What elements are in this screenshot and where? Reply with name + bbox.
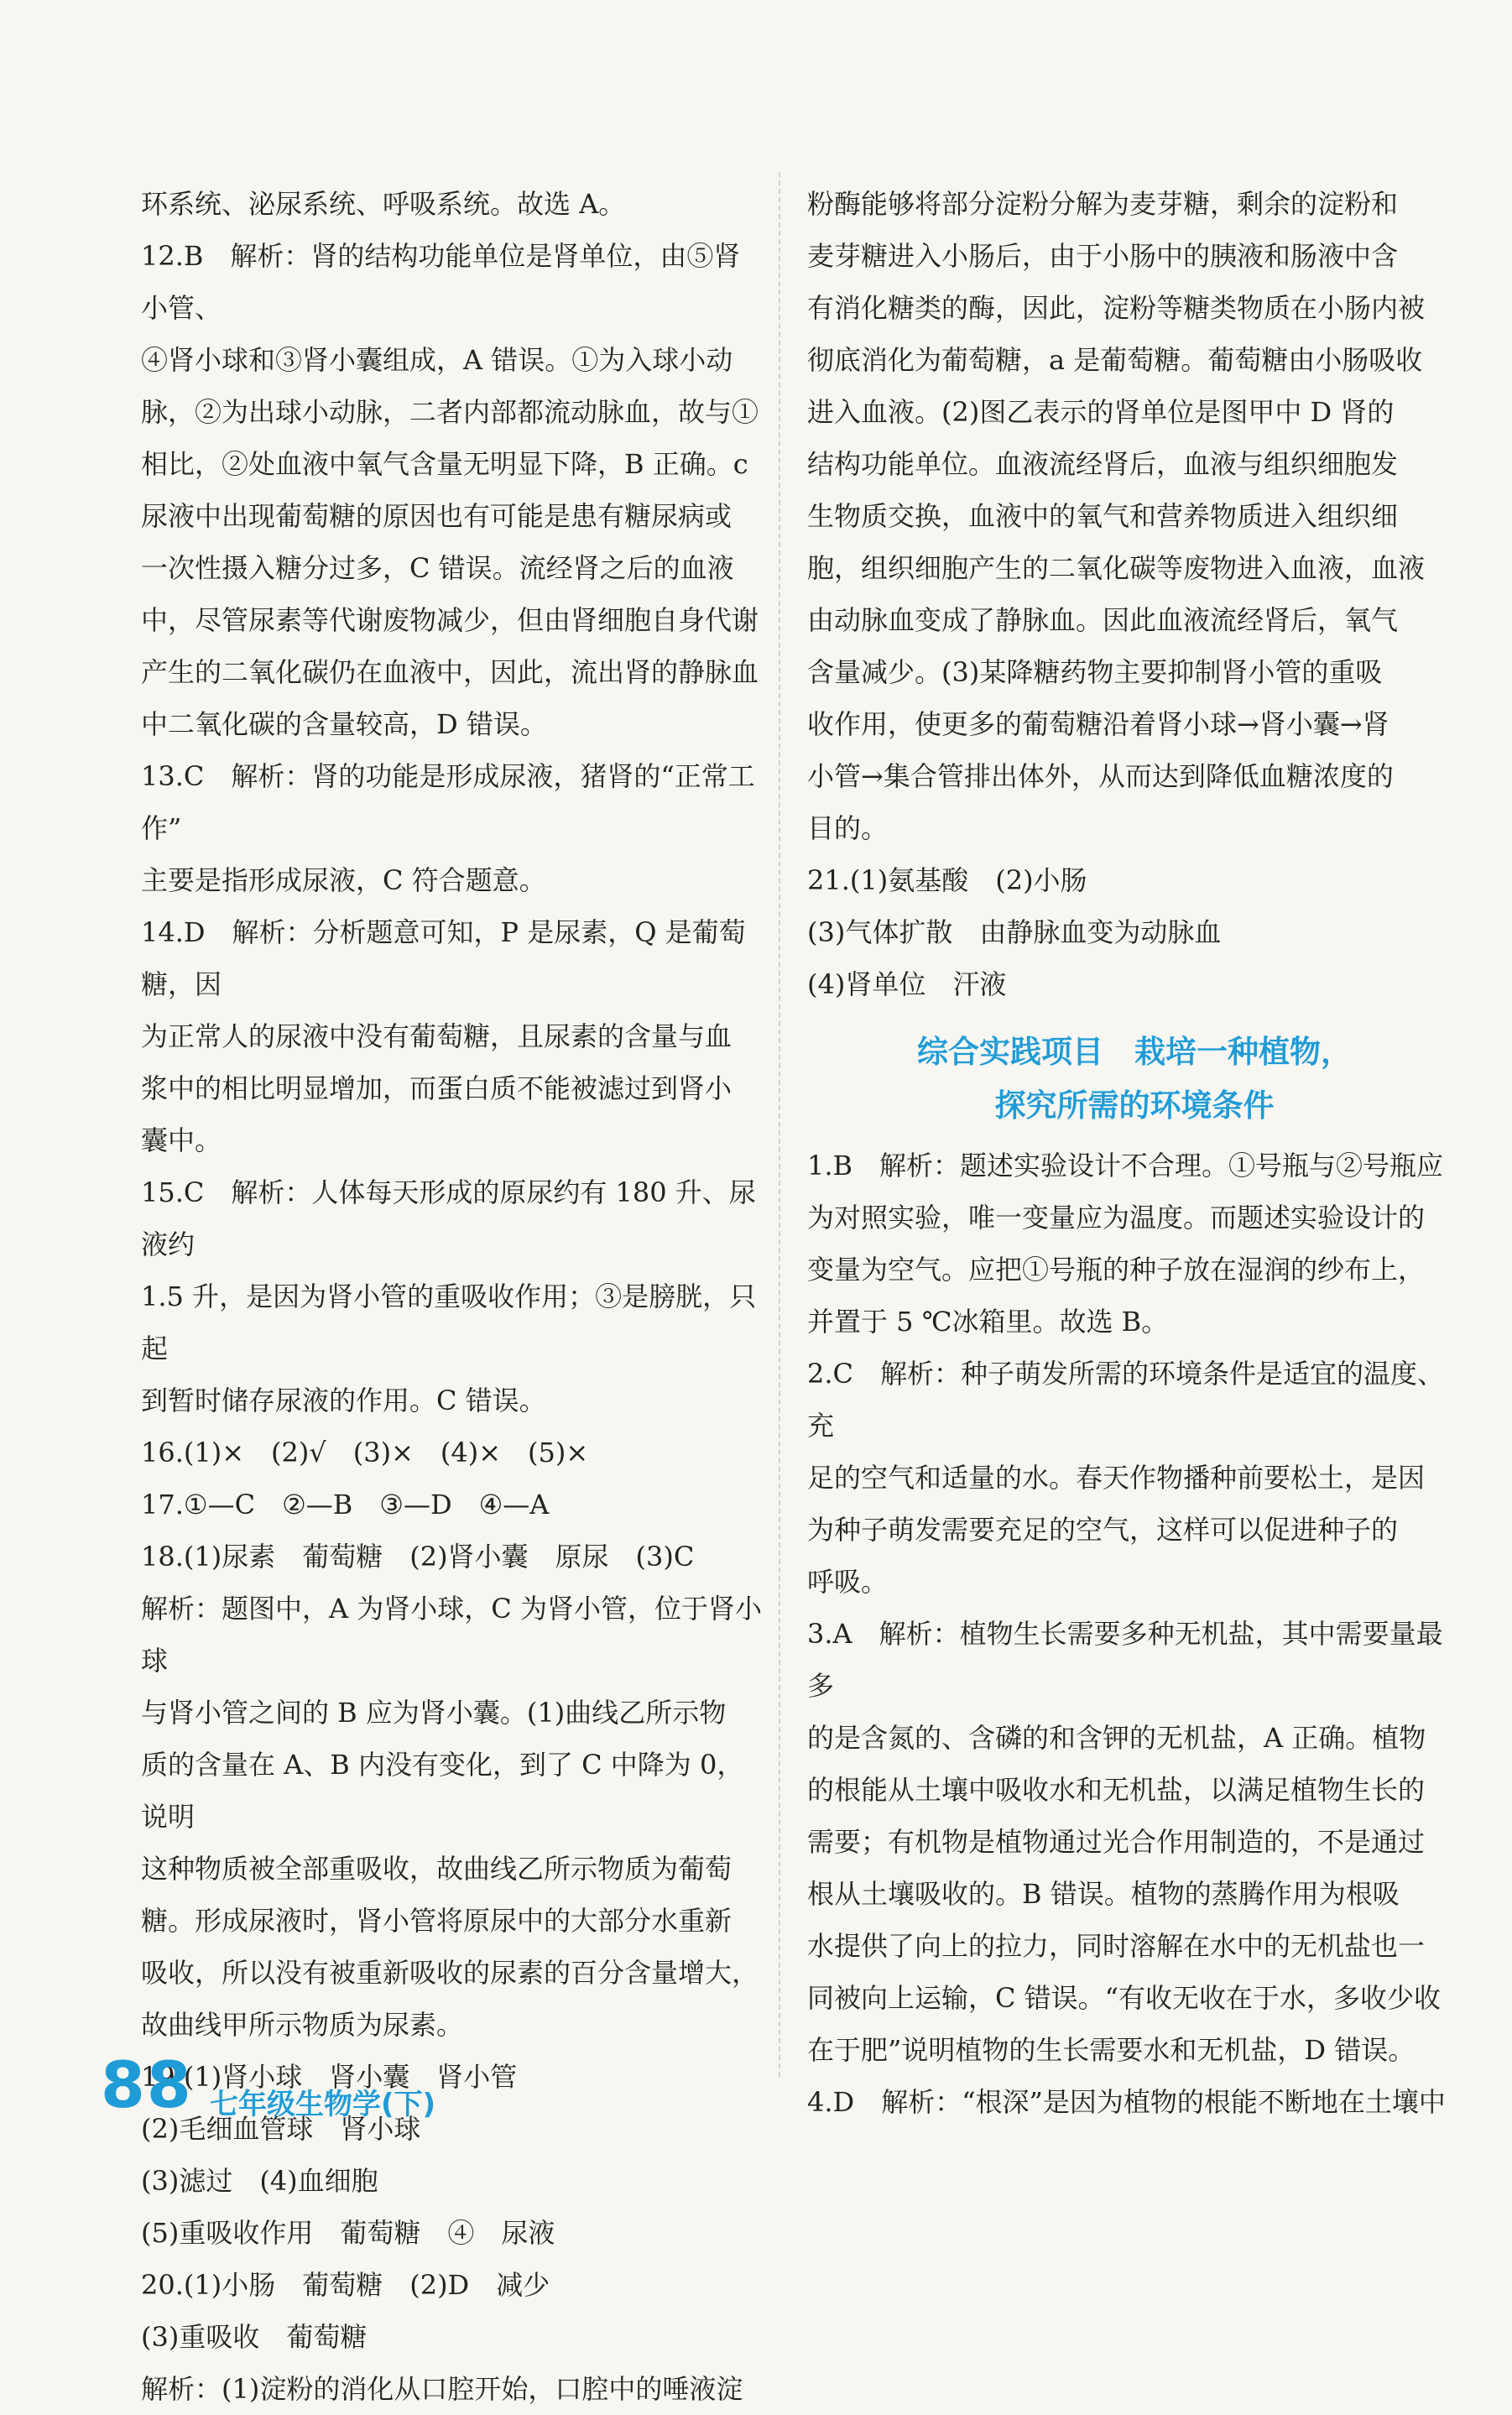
line: 糖。形成尿液时，肾小管将原尿中的大部分水重新 xyxy=(141,1905,733,1937)
line: 解析：(1)淀粉的消化从口腔开始，口腔中的唾液淀 xyxy=(141,2373,743,2405)
line: 的根能从土壤中吸收水和无机盐，以满足植物生长的 xyxy=(807,1774,1426,1806)
line: 19.(1)肾小球 肾小囊 肾小管 xyxy=(141,2061,518,2093)
line: 变量为空气。应把①号瓶的种子放在湿润的纱布上， xyxy=(807,1254,1426,1286)
line: 产生的二氧化碳仍在血液中，因此，流出肾的静脉血 xyxy=(141,656,759,688)
line: 2.C 解析：种子萌发所需的环境条件是适宜的温度、充 xyxy=(807,1358,1445,1442)
line: 并置于 5 ℃冰箱里。故选 B。 xyxy=(807,1306,1169,1338)
line: (3)气体扩散 由静脉血变为动脉血 xyxy=(807,916,1222,948)
line: 1.5 升，是因为肾小管的重吸收作用；③是膀胱，只起 xyxy=(141,1281,757,1364)
line: 生物质交换，血液中的氧气和营养物质进入组织细 xyxy=(807,500,1399,532)
line: 中，尽管尿素等代谢废物减少，但由肾细胞自身代谢 xyxy=(141,604,759,636)
column-divider xyxy=(779,172,780,2077)
line: 含量减少。(3)某降糖药物主要抑制肾小管的重吸 xyxy=(807,656,1383,688)
line: 进入血液。(2)图乙表示的肾单位是图甲中 D 肾的 xyxy=(807,396,1395,428)
line: 解析：题图中，A 为肾小球，C 为肾小管，位于肾小球 xyxy=(141,1593,762,1677)
line: 质的含量在 A、B 内没有变化，到了 C 中降为 0，说明 xyxy=(141,1749,744,1833)
section-title xyxy=(807,1025,1462,1133)
line: 4.D 解析：“根深”是因为植物的根能不断地在土壤中 xyxy=(807,2086,1446,2118)
line: 同被向上运输，C 错误。“有收无收在于水，多收少收 xyxy=(807,1982,1442,2014)
line: 与肾小管之间的 B 应为肾小囊。(1)曲线乙所示物 xyxy=(141,1697,727,1729)
line: 胞，组织细胞产生的二氧化碳等废物进入血液，血液 xyxy=(807,552,1426,584)
line: 16.(1)× (2)√ (3)× (4)× (5)× xyxy=(141,1437,589,1468)
line: 主要是指形成尿液，C 符合题意。 xyxy=(141,864,546,896)
line: 环系统、泌尿系统、呼吸系统。故选 A。 xyxy=(141,188,626,220)
line: 14.D 解析：分析题意可知，P 是尿素，Q 是葡萄糖，因 xyxy=(141,916,746,1000)
line: 这种物质被全部重吸收，故曲线乙所示物质为葡萄 xyxy=(141,1853,733,1885)
line: 囊中。 xyxy=(141,1124,222,1156)
line: 有消化糖类的酶，因此，淀粉等糖类物质在小肠内被 xyxy=(807,292,1426,324)
line: 到暂时储存尿液的作用。C 错误。 xyxy=(141,1385,546,1416)
line: 在于肥”说明植物的生长需要水和无机盐，D 错误。 xyxy=(807,2034,1416,2066)
line: 由动脉血变成了静脉血。因此血液流经肾后，氧气 xyxy=(807,604,1399,636)
line: 麦芽糖进入小肠后，由于小肠中的胰液和肠液中含 xyxy=(807,240,1399,272)
line: 21.(1)氨基酸 (2)小肠 xyxy=(807,864,1087,896)
line: 的是含氮的、含磷的和含钾的无机盐，A 正确。植物 xyxy=(807,1722,1426,1754)
line: 根从土壤吸收的。B 错误。植物的蒸腾作用为根吸 xyxy=(807,1878,1400,1910)
line: 粉酶能够将部分淀粉分解为麦芽糖，剩余的淀粉和 xyxy=(807,188,1399,220)
line: 目的。 xyxy=(807,812,889,844)
line: (5)重吸收作用 葡萄糖 ④ 尿液 xyxy=(141,2217,555,2249)
book-title: 七年级生物学(下) xyxy=(210,2088,436,2121)
line: 水提供了向上的拉力，同时溶解在水中的无机盐也一 xyxy=(807,1930,1426,1962)
left-column xyxy=(141,178,762,2415)
section-title-line-1: 综合实践项目 栽培一种植物， xyxy=(917,1034,1352,1070)
line: (3)重吸收 葡萄糖 xyxy=(141,2321,368,2353)
line: 15.C 解析：人体每天形成的原尿约有 180 升、尿液约 xyxy=(141,1176,756,1260)
line: ④肾小球和③肾小囊组成，A 错误。①为入球小动 xyxy=(141,344,733,376)
section-title-line-2: 探究所需的环境条件 xyxy=(994,1088,1275,1124)
line: (4)肾单位 汗液 xyxy=(807,968,1007,1000)
line: 脉，②为出球小动脉，二者内部都流动脉血，故与① xyxy=(141,396,759,428)
line: 相比，②处血液中氧气含量无明显下降，B 正确。c xyxy=(141,448,748,480)
line: 一次性摄入糖分过多，C 错误。流经肾之后的血液 xyxy=(141,552,734,584)
line: 小管→集合管排出体外，从而达到降低血糖浓度的 xyxy=(807,760,1394,792)
line: 为对照实验，唯一变量应为温度。而题述实验设计的 xyxy=(807,1202,1426,1234)
line: 结构功能单位。血液流经肾后，血液与组织细胞发 xyxy=(807,448,1399,480)
right-column xyxy=(807,178,1462,2128)
line: 彻底消化为葡萄糖，a 是葡萄糖。葡萄糖由小肠吸收 xyxy=(807,344,1423,376)
line: 为种子萌发需要充足的空气，这样可以促进种子的 xyxy=(807,1514,1399,1546)
line: 17.①—C ②—B ③—D ④—A xyxy=(141,1489,550,1520)
line: 13.C 解析：肾的功能是形成尿液，猪肾的“正常工作” xyxy=(141,760,755,844)
line: 18.(1)尿素 葡萄糖 (2)肾小囊 原尿 (3)C xyxy=(141,1541,695,1573)
line: 呼吸。 xyxy=(807,1566,889,1598)
line: 尿液中出现葡萄糖的原因也有可能是患有糖尿病或 xyxy=(141,500,733,532)
line: 需要；有机物是植物通过光合作用制造的，不是通过 xyxy=(807,1826,1426,1858)
line: 中二氧化碳的含量较高，D 错误。 xyxy=(141,708,547,740)
line: 故曲线甲所示物质为尿素。 xyxy=(141,2009,464,2041)
line: 足的空气和适量的水。春天作物播种前要松土，是因 xyxy=(807,1462,1426,1494)
line: 1.B 解析：题述实验设计不合理。①号瓶与②号瓶应 xyxy=(807,1150,1444,1181)
line: (2)毛细血管球 肾小球 xyxy=(141,2113,421,2145)
page-number: 88 xyxy=(101,2047,193,2122)
line: 12.B 解析：肾的结构功能单位是肾单位，由⑤肾小管、 xyxy=(141,240,741,324)
line: 3.A 解析：植物生长需要多种无机盐，其中需要量最多 xyxy=(807,1618,1443,1702)
line: 20.(1)小肠 葡萄糖 (2)D 减少 xyxy=(141,2269,550,2301)
line: 为正常人的尿液中没有葡萄糖，且尿素的含量与血 xyxy=(141,1020,733,1052)
line: (3)滤过 (4)血细胞 xyxy=(141,2165,378,2197)
line: 吸收，所以没有被重新吸收的尿素的百分含量增大， xyxy=(141,1957,759,1989)
line: 浆中的相比明显增加，而蛋白质不能被滤过到肾小 xyxy=(141,1072,733,1104)
line: 收作用，使更多的葡萄糖沿着肾小球→肾小囊→肾 xyxy=(807,708,1389,740)
